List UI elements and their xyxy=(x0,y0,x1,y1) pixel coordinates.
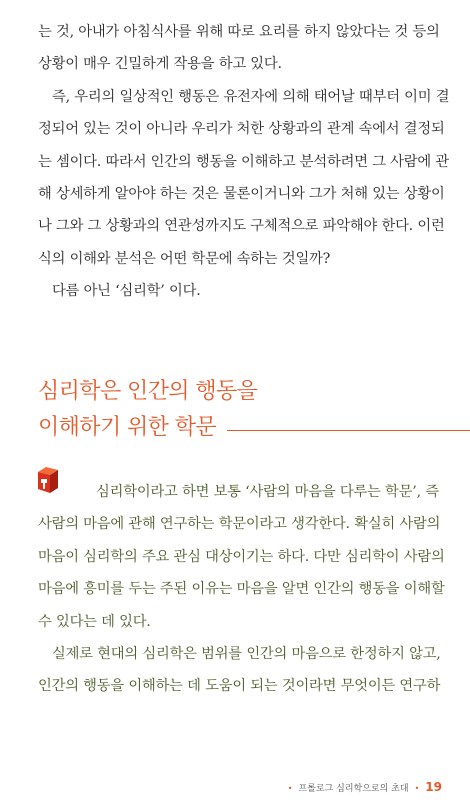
text-line: 심리학이라고 하면 보통 ‘사람의 마음을 다루는 학문’, 즉 xyxy=(96,484,439,500)
text-line: 나 그와 그 상황과의 연관성까지도 구체적으로 파악해야 한다. 이런 xyxy=(38,218,445,235)
heading-line-2 xyxy=(38,410,450,446)
text-line: 수 있다는 데 있다. xyxy=(38,613,151,630)
text-line: 인간의 행동을 이해하는 데 도움이 되는 것이라면 무엇이든 연구하 xyxy=(38,678,441,695)
text-line: 상황이 매우 긴밀하게 작용을 하고 있다. xyxy=(38,56,282,73)
text-line: 마음이 심리학의 주요 관심 대상이기는 하다. 다만 심리학이 사람의 xyxy=(38,548,445,565)
text-line: 식의 이해와 분석은 어떤 학문에 속하는 것일까? xyxy=(38,250,331,267)
bullet-icon: • xyxy=(287,784,293,793)
text-line: 마음에 흥미를 두는 주된 이유는 마음을 알면 인간의 행동을 이해할 xyxy=(38,581,445,598)
section-heading xyxy=(38,374,450,446)
text-line: 즉, 우리의 일상적인 행동은 유전자에 의해 태어날 때부터 이미 결 xyxy=(52,88,450,105)
bullet-icon: • xyxy=(414,784,420,793)
page-number: 19 xyxy=(425,780,442,794)
heading-line-2-text: 이해하기 위한 학문 xyxy=(38,415,217,440)
running-title: 프롤로그 심리학으로의 초대 xyxy=(298,784,409,794)
text-line: 사람의 마음에 관해 연구하는 학문이라고 생각한다. 확실히 사람의 xyxy=(38,516,441,533)
heading-line-1: 심리학은 인간의 행동을 xyxy=(38,379,258,404)
text-line: 실제로 현대의 심리학은 범위를 인간의 마음으로 한정하지 않고, xyxy=(52,645,441,662)
body-text-bottom xyxy=(38,476,450,703)
body-text-top xyxy=(38,16,450,308)
text-line: 는 것, 아내가 아침식사를 위해 따로 요리를 하지 않았다는 것 등의 xyxy=(38,24,440,40)
text-line: 다름 아닌 ‘심리학’ 이다. xyxy=(52,283,201,300)
text-line: 해 상세하게 알아야 하는 것은 물론이거니와 그가 처해 있는 상황이 xyxy=(38,185,445,202)
text-line: 는 셈이다. 따라서 인간의 행동을 이해하고 분석하려면 그 사람에 관 xyxy=(38,153,449,170)
page-footer xyxy=(288,780,442,794)
heading-rule xyxy=(227,430,470,431)
text-line: 정되어 있는 것이 아니라 우리가 처한 상황과의 관계 속에서 결정되 xyxy=(38,121,445,138)
